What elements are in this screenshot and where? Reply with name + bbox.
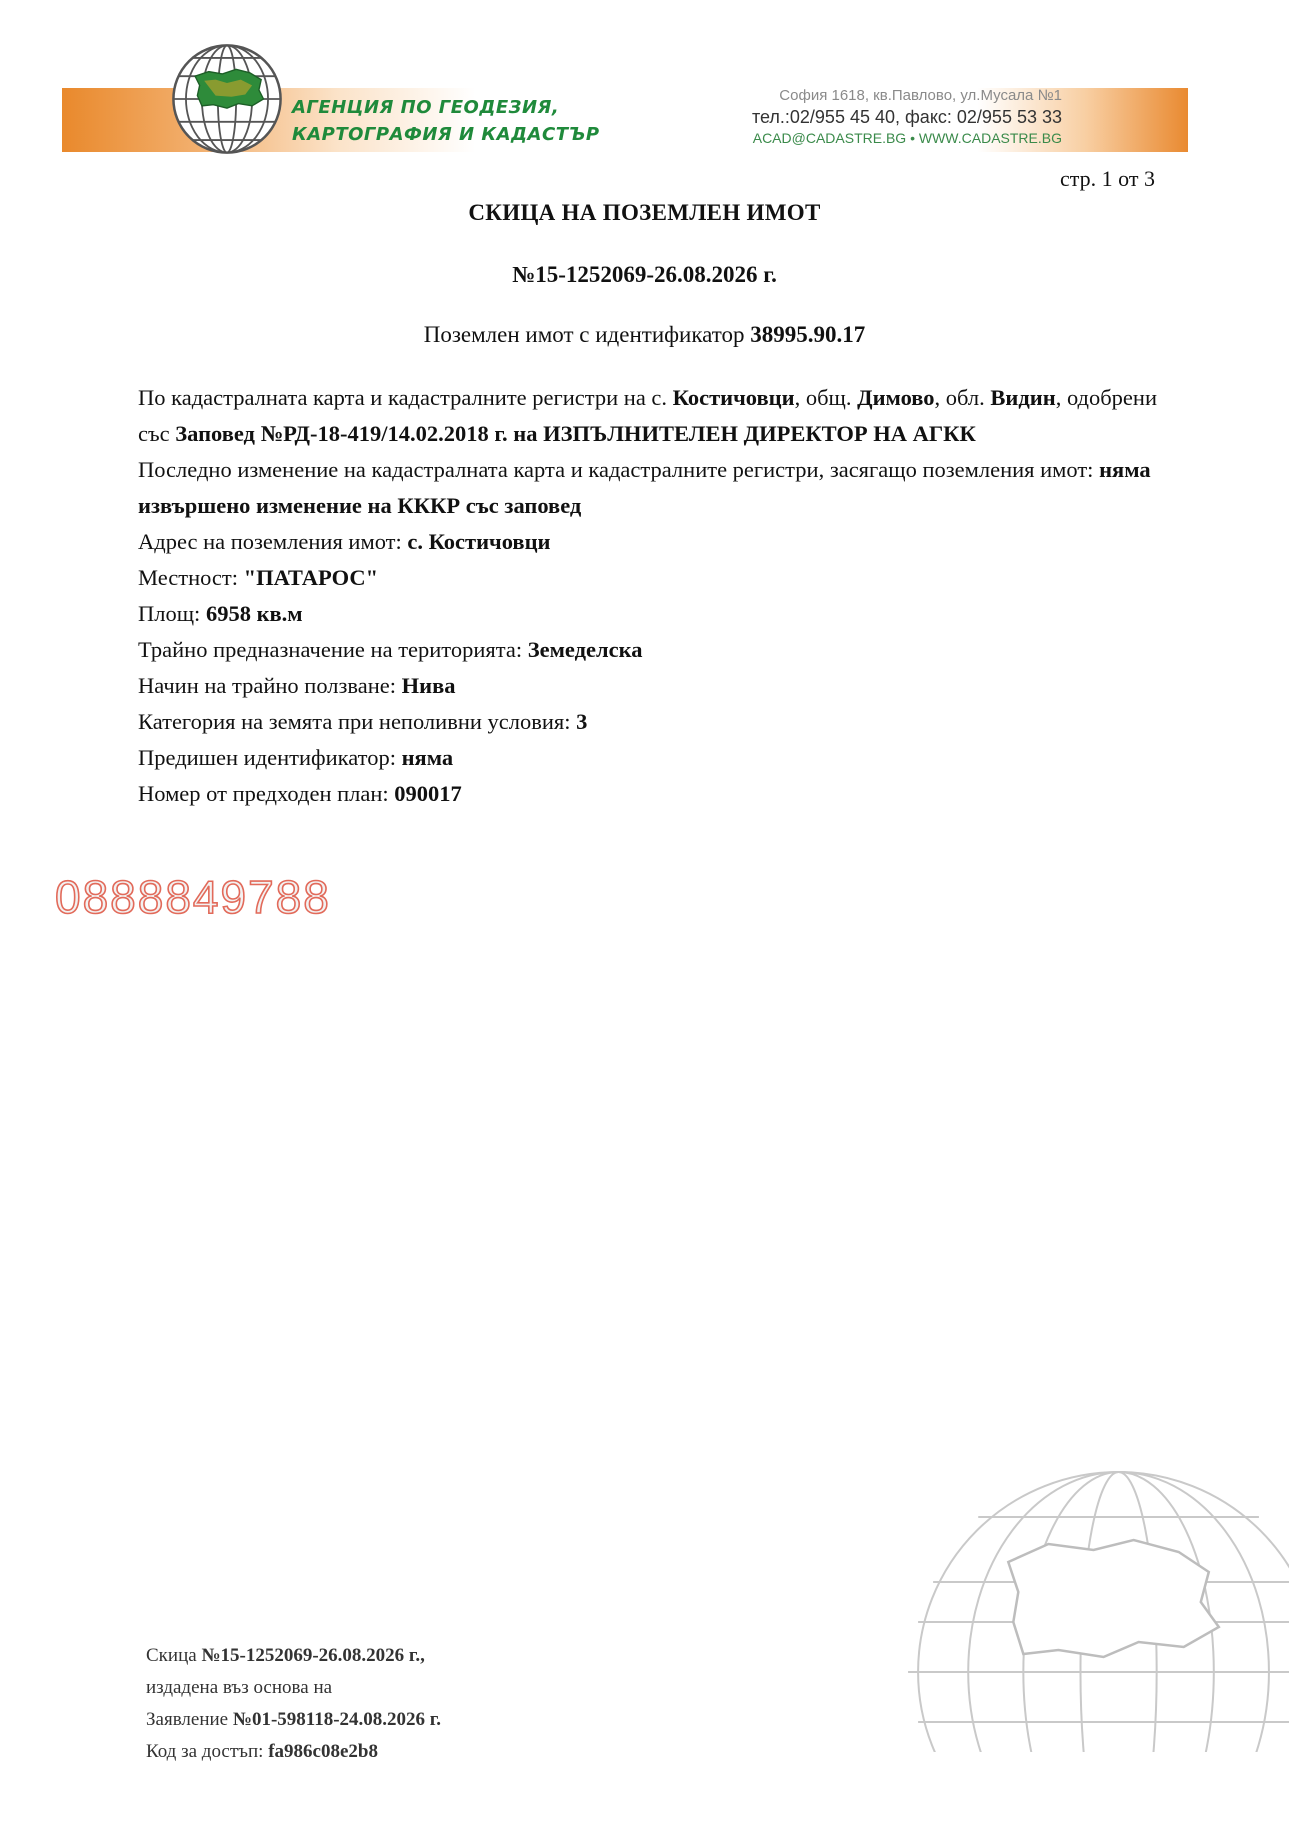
agency-phones: тел.:02/955 45 40, факс: 02/955 53 33 (751, 107, 1062, 127)
last-change (138, 452, 1188, 524)
agency-address: София 1618, кв.Павлово, ул.Мусала №1 (779, 87, 1062, 104)
field-label: Местност: (138, 565, 244, 590)
cadastre-municipality: Димово (857, 385, 935, 410)
identifier-value: 38995.90.17 (750, 322, 866, 347)
footer-label: Скица (146, 1645, 202, 1666)
footer-sketch-number (146, 1640, 441, 1672)
cadastre-village: Костичовци (672, 385, 795, 410)
agency-name-line1: АГЕНЦИЯ ПО ГЕОДЕЗИЯ, (292, 97, 560, 118)
footer-access-code (146, 1736, 441, 1768)
footer-value: fa986c08e2b8 (268, 1741, 378, 1762)
field-locality (138, 560, 1188, 596)
cadastre-text-4: , одобрени със (138, 385, 1158, 446)
cadastre-text-3: , обл. (934, 385, 991, 410)
footer-value: №01-598118-24.08.2026 г. (232, 1709, 442, 1730)
cadastre-order: Заповед №РД-18-419/14.02.2018 г. на ИЗПЪЛНИТЕЛЕН ДИРЕКТОР НА АГКК (175, 421, 976, 446)
field-label: Категория на земята при неполивни условия: (138, 709, 577, 734)
footer-issuance (146, 1640, 441, 1768)
field-value: 3 (576, 709, 588, 734)
field-land-purpose (138, 632, 1188, 668)
last-change-label: Последно изменение на кадастралната карта и кадастралните регистри, засягащо поземления имот: (138, 457, 1100, 482)
field-value: 6958 кв.м (205, 601, 303, 626)
cadastre-approval (138, 380, 1188, 452)
footer-application-number (146, 1704, 441, 1736)
field-label: Номер от предходен план: (138, 781, 395, 806)
field-address (138, 524, 1188, 560)
identifier-label: Поземлен имот с идентификатор (423, 322, 751, 347)
agency-name (292, 94, 600, 148)
footer-label: Код за достъп: (146, 1741, 269, 1762)
phone-overlay: 0888849788 (55, 871, 331, 923)
field-label: Площ: (138, 601, 206, 626)
footer-label: Заявление (146, 1709, 233, 1730)
field-value: Земеделска (527, 637, 643, 662)
agency-web: ACAD@CADASTRE.BG • WWW.CADASTRE.BG (752, 130, 1062, 146)
agency-contacts (752, 86, 1062, 148)
field-label: Предишен идентификатор: (138, 745, 402, 770)
field-label: Трайно предназначение на територията: (138, 637, 528, 662)
field-value: няма (401, 745, 454, 770)
document-number: №15-1252069-26.08.2026 г. (512, 262, 777, 287)
field-land-use (138, 668, 1188, 704)
last-change-value: няма извършено изменение на КККР със заповед (138, 457, 1151, 518)
field-value: с. Костичовци (407, 529, 551, 554)
field-value: "ПАТАРОС" (243, 565, 379, 590)
property-identifier (0, 322, 1289, 348)
field-label: Начин на трайно ползване: (138, 673, 402, 698)
field-area (138, 596, 1188, 632)
cadastre-region: Видин (990, 385, 1056, 410)
agency-name-line2: КАРТОГРАФИЯ И КАДАСТЪР (292, 124, 600, 145)
field-value: 090017 (394, 781, 462, 806)
property-details (138, 380, 1188, 812)
footer-value: №15-1252069-26.08.2026 г., (201, 1645, 425, 1666)
globe-watermark-icon (888, 1462, 1289, 1752)
document-title: СКИЦА НА ПОЗЕМЛЕН ИМОТ (468, 200, 821, 225)
field-previous-identifier (138, 740, 1188, 776)
field-land-category (138, 704, 1188, 740)
cadastre-text-1: По кадастралната карта и кадастралните регистри на с. (138, 385, 673, 410)
field-value: Нива (401, 673, 456, 698)
footer-issued-basis: издадена въз основа на (146, 1677, 333, 1698)
field-label: Адрес на поземления имот: (138, 529, 408, 554)
field-previous-plan-number (138, 776, 1188, 812)
page-number: стр. 1 от 3 (1060, 166, 1155, 191)
cadastre-text-2: , общ. (794, 385, 858, 410)
globe-bulgaria-logo-icon (170, 42, 284, 156)
